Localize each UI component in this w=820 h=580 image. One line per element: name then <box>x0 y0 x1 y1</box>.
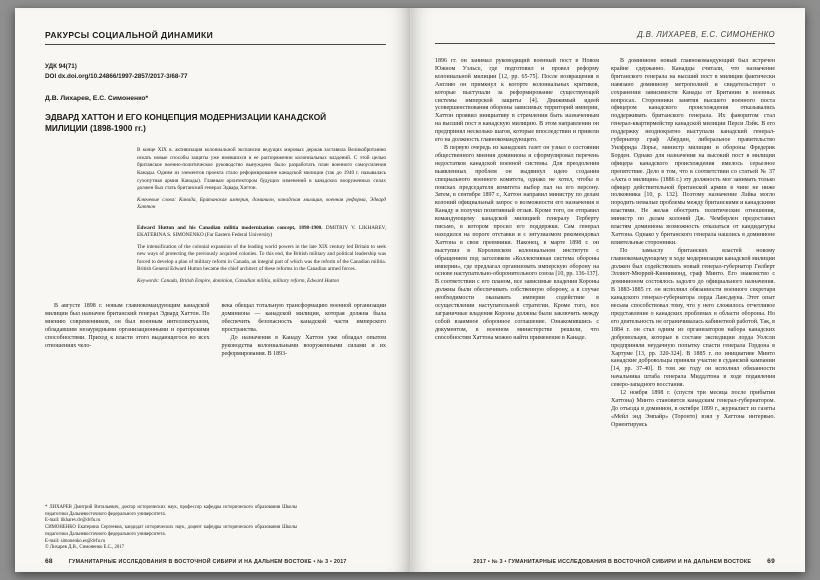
section-header: РАКУРСЫ СОЦИАЛЬНОЙ ДИНАМИКИ <box>45 30 214 40</box>
page-number: 69 <box>767 558 775 565</box>
page-footer <box>45 558 386 565</box>
body-columns <box>435 58 775 528</box>
abstract-en-text: The intensification of the colonial expansion of the leading world powers in the late XIX century led Britain to seek new ways of protecting the previously acquired colonies. To this end, the British military and political leadership was forced to develop a plan of military reform in Canada, an integral part of which was the reform of the Canadian militia. British General Edward Hutton became the chief architect of these reforms in the Canadian armed forces. <box>137 243 386 273</box>
body-paragraph: 12 ноября 1898 г. (спустя три месяца после прибытия Хаттона) Минто становится канадским генерал-губернатором. До отъезда в доминион, в октябре 1899 г., журналист из газеты «Мейл энд Эмпайр» (Торонто) взял у Хаттона интервью. Ориентируясь <box>611 390 775 428</box>
body-paragraph: В первую очередь из канадских газет он узнал о состоянии общественного мнения доминиона и сформулировал перечень недостатков канадской военной системы. Для преодоления выявленных проблем он выдвинул идею создания специального военного комитета, однако не хотел, чтобы в поисках председателя комитета выбор пал на его персону. Затем, в сентябре 1897 г., Хаттон направил министру по делам колоний официальный запрос о возможности его назначения в Канаду и получил позитивный отзыв. Кроме того, он отправил командующему канадской милицией генералу Герберту письмо, в котором просил его поддержки. Сам генерал находился на пороге отставки и с энтузиазмом рекомендовал Хаттона в свои преемники. Наконец, в марте 1898 г. он выступил в Королевском колониальном институте с обращением под заголовком «Коллективная система обороны империи», где предлагал организовать имперскую оборону на основе наступательно-оборонительного союза [10, pp. 136-137]. В соответствии с его планом, все зависимые владения Короны должны были обеспечивать собственную оборону, а в случае необходимости оказывать империи содействие в осуществлении наступательной стратегии. Кроме того, все заграничные владения Короны должны были заключить между собой взаимное оборонное соглашение. Ознакомившись с документом, в военном министерстве решили, что способностям Хаттона можно найти применение в Канаде. <box>435 144 599 341</box>
header-rule <box>45 44 386 45</box>
footnote-email: E-mail: likharev.dv@dvfu.ru <box>45 518 101 524</box>
keywords-en: Keywords: Canada, British Empire, dominion, Canadian militia, military reform, Edward Hutton <box>137 277 339 284</box>
journal-spread <box>15 8 805 572</box>
article-title: ЭДВАРД ХАТТОН И ЕГО КОНЦЕПЦИЯ МОДЕРНИЗАЦИИ КАНАДСКОЙ МИЛИЦИИ (1898-1900 гг.) <box>45 112 327 134</box>
doi-line: DOI dx.doi.org/10.24866/1997-2857/2017-3/68-77 <box>45 73 188 80</box>
abstract-en-title: Edward Hutton and his Canadian militia modernization concept, 1898-1900. <box>137 224 323 231</box>
body-paragraph: В августе 1898 г. новым главнокомандующим канадской милиции был назначен британский генерал Эдвард Хаттон. По мнению современников, он был военным интеллектуалом, обладавшим незаурядными организационными и ораторскими способностями. Приход к власти этого выдающегося во всех отношениях чело- <box>45 303 210 349</box>
body-paragraph: века обещал тотальную трансформацию военной организации доминиона — канадской милиции, которая должна была обеспечить безопасность канадской части имперского пространства. <box>221 303 386 334</box>
page-68 <box>15 8 410 572</box>
body-paragraph: 1896 гг. он занимал руководящий военный пост в Новом Южном Уэльсе, где подготовил и провел реформу колониальной милиции [12, pp. 65-75]. После возвращения в Англию он примкнул к когорте колониальных критиков, которые выступали за реформирование существующей системы имперской защиты [4]. Движимый идеей усовершенствования обороны зависимых территорий империи, Хаттон проявил инициативу в стремлении быть назначенным на высший пост в канадскую милицию. В этом направлении он предпринял несколько шагов, которые впоследствии и привели его на должность главнокомандующего. <box>435 58 599 144</box>
body-paragraph: До назначения в Канаду Хаттон уже обладал опытом руководства колониальными вооруженными силами и их реформирования. В 1893- <box>221 334 386 357</box>
body-column-1 <box>435 58 599 528</box>
body-columns <box>45 303 386 358</box>
body-column-2 <box>611 58 775 528</box>
body-paragraph: По замыслу британских властей новому главнокомандующему в ходе модернизации канадской милиции должен был содействовать новый генерал-губернатор Гилберт Эллиот-Мюррей-Кининмонд, граф Минто. Его знакомство с доминионом состоялось задолго до официального назначения. В 1883-1885 гг. он исполнял обязанности военного секретаря канадского генерал-губернатора лорда Лансдауна. Этот опыт весьма способствовал тому, что у него сложилось отчетливое представление о канадских проблемах в области обороны. Но его деятельность не ограничивалась кабинетной работой. Так, в 1884 г. он стал одним из организаторов набора канадских добровольцев, которые в составе экспедиции лорда Уолсли предприняли неудачную попытку спасти генерала Гордона в Хартуме [13, pp. 320-324]. В 1885 г. по инициативе Минто канадские добровольцы приняли участие в суданской кампании [14, pp. 37-40]. В том же году он исполнял обязанности начальника штаба генерала Миддлтона в ходе подавления северо-западного восстания. <box>611 247 775 389</box>
page-number: 68 <box>45 558 53 565</box>
authors-ru: Д.В. Лихарев, Е.С. Симоненко* <box>45 95 149 102</box>
footnote-line: СИМОНЕНКО Екатерина Сергеевна, кандидат исторических наук, доцент кафедры исторического образования Школы педагогики Дальневосточного федерального университета. <box>45 525 297 537</box>
footnote-line: * ЛИХАРЕВ Дмитрий Витальевич, доктор исторических наук, профессор кафедры исторического образования Школы педагогики Дальневосточного федерального университета. <box>45 505 297 517</box>
journal-footer-title: 2017 • № 3 • ГУМАНИТАРНЫЕ ИССЛЕДОВАНИЯ В ВОСТОЧНОЙ СИБИРИ И НА ДАЛЬНЕМ ВОСТОКЕ <box>473 559 752 565</box>
body-column-1 <box>45 303 210 358</box>
header-rule <box>435 43 775 44</box>
udc-number: УДК 94(71) <box>45 63 77 70</box>
page-69 <box>410 8 805 572</box>
running-head-authors: Д.В. ЛИХАРЕВ, Е.С. СИМОНЕНКО <box>637 30 775 39</box>
copyright-line: © Лихарев Д.В., Симоненко Е.С., 2017 <box>45 545 125 551</box>
abstract-ru-text: В конце XIX в. активизация колониальной экспансии ведущих мировых держав заставила Великобританию искать новые способы защиты уже имевшихся в ее распоряжении колониальных владений. С этой целью британское военно-политическое руководство вынуждено было разработать план военного самоусиления Канады. Одним из элементов проекта стало реформирование канадской милиции (так до 1940 г. называлась сухопутная армия Канады). Главным архитектором будущих изменений в канадских вооруженных силах должен был стать британский генерал Эдвард Хаттон. <box>137 147 386 192</box>
keywords-ru: Ключевые слова: Канада, Британская империя, доминион, канадская милиция, военная реформа, Эдвард Хаттон <box>137 196 386 211</box>
abstract-ru-block <box>137 147 386 211</box>
author-footnote <box>45 505 297 552</box>
abstract-en-heading <box>137 225 386 240</box>
abstract-en-block <box>137 225 386 286</box>
journal-footer-title: ГУМАНИТАРНЫЕ ИССЛЕДОВАНИЯ В ВОСТОЧНОЙ СИБИРИ И НА ДАЛЬНЕМ ВОСТОКЕ • № 3 • 2017 <box>68 559 347 565</box>
page-footer <box>435 558 775 565</box>
footnote-email: E-mail: simonenko.es@dvfu.ru <box>45 538 106 544</box>
abstract-en-authors: DMITRIY V. LIKHAREV, EKATERINA S. SIMONENKO (Far Eastern Federal University) <box>137 224 387 239</box>
body-paragraph: В доминионе новый главнокомандующий был встречен крайне сдержанно. Канадцы считали, что назначение британского генерала на высший пост в милиции фактически навязано доминиону метрополией и свидетельствует о сохранении зависимости Канады от Британии в военных вопросах. Сторонники занятия высшего военного поста офицером канадского происхождения отказывались поддерживать британского генерала. Их фаворитом стал генерал-квартирмейстер канадской милиции Перси Лэйк. В его поддержку неоднократно выступали канадский генерал-губернатор граф Абердин, либеральное правительство Уилфрида Лорье, министр милиции и обороны Фредерик Борден. Однако для назначения на высокий пост в милиции офицера канадского происхождения имелось серьезное препятствие. Дело в том, что в соответствии со статьей № 37 «Акта о милиции» (1886 г.) эту должность мог занимать только офицер действительной британской армии в чине не ниже полковника [10, p. 132]. Поэтому назначение Лэйка могло породить немалые проблемы между британскими и канадскими властями. Не желая обострять политические отношения, министр по делам колоний Дж. Чемберлен предоставил властям доминиона возможность отказаться от кандидатуры Хаттона. Однако у британского генерала нашлись в доминионе влиятельные сторонники. <box>611 58 775 246</box>
body-column-2 <box>222 303 387 358</box>
